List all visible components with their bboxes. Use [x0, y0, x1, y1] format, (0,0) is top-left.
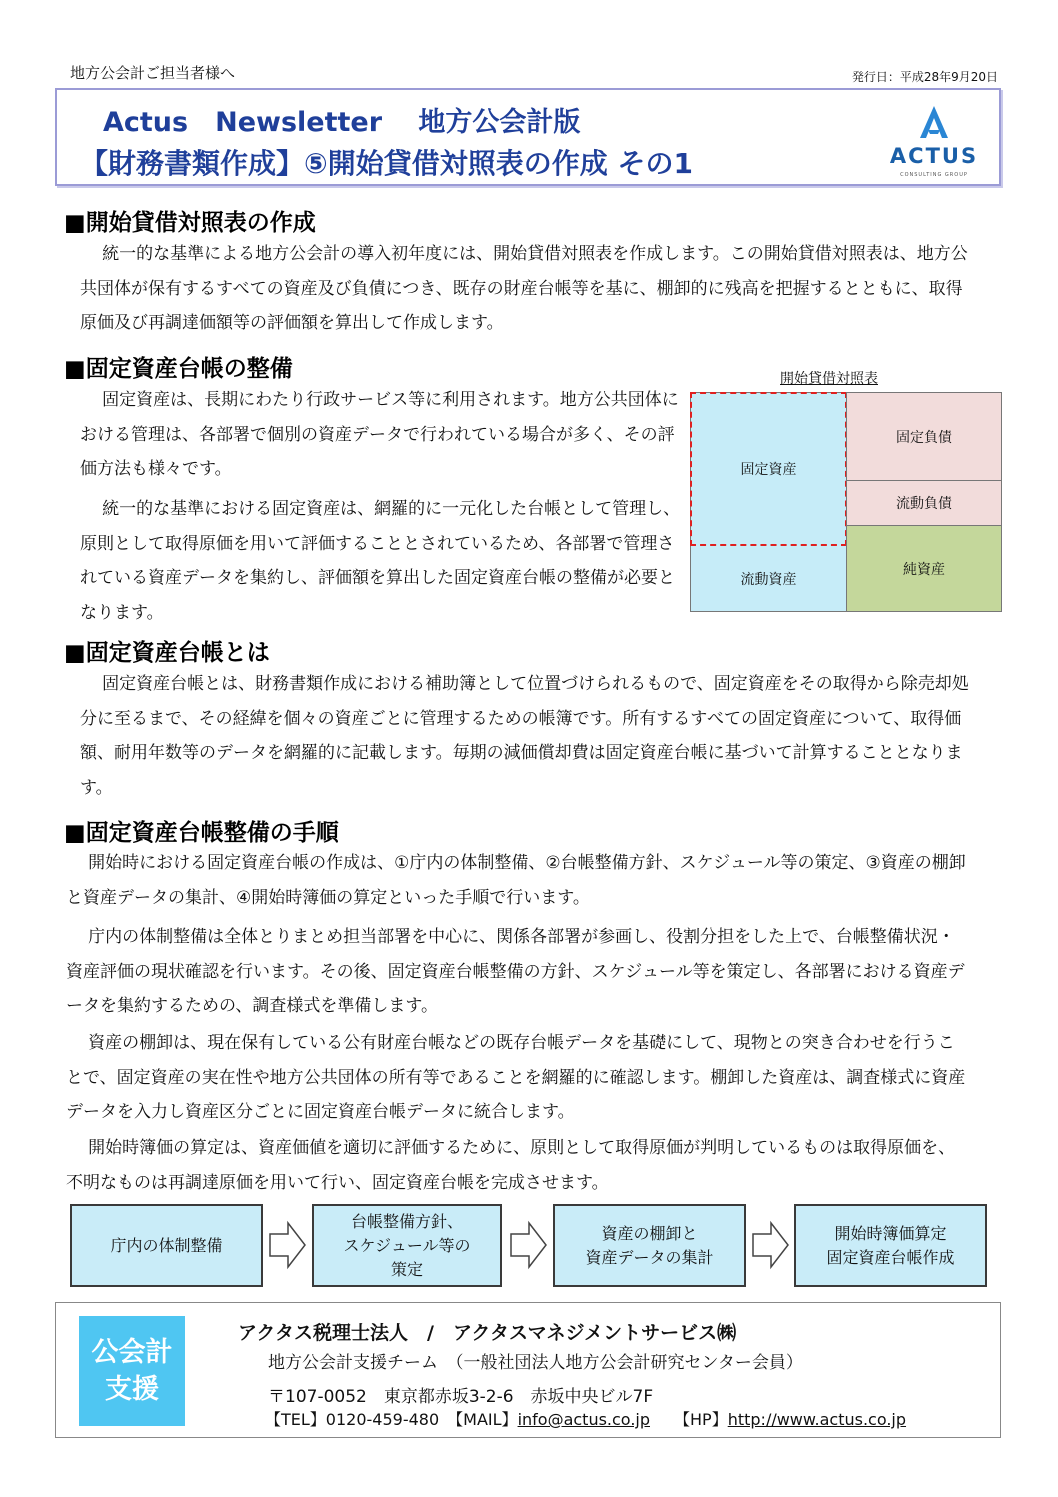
mail-label: 【MAIL】: [455, 1410, 518, 1429]
newsletter-title: Actus Newsletter 地方公会計版: [103, 107, 581, 138]
section-heading-opening-bs: ■開始貸借対照表の作成: [64, 210, 316, 236]
section-heading-procedure: ■固定資産台帳整備の手順: [64, 820, 339, 846]
section-paragraph: 資産の棚卸は、現在保有している公有財産台帳などの既存台帳データを基礎にして、現物との突き合わせを行うことで、固定資産の実在性や地方公共団体の所有等であることを網羅的に確認します。棚卸した資産は、調査様式に資産データを入力し資産区分ごとに固定資産台帳データに統合します。: [66, 1033, 966, 1122]
section-paragraph: 統一的な基準における固定資産は、網羅的に一元化した台帳として管理し、原則として取得原価を用いて評価することとされているため、各部署で管理されている資産データを集約し、評価額を算出した固定資産台帳の整備が必要となります。: [80, 499, 681, 623]
section-paragraph: 固定資産台帳とは、財務書類作成における補助簿として位置づけられるもので、固定資産をその取得から除売却処分に至るまで、その経緯を個々の資産ごとに管理するための帳簿です。所有するすべての固定資産について、取得価額、耐用年数等のデータを網羅的に記載します。毎期の減価償却費は固定資産台帳に基づいて計算することとなります。: [80, 674, 969, 798]
flow-step-2: 台帳整備方針、 スケジュール等の 策定: [312, 1204, 502, 1287]
actus-logo-mark-icon: [884, 100, 984, 144]
contact-line: [265, 1407, 906, 1430]
logo-subtitle: CONSULTING GROUP: [900, 172, 968, 178]
current-liabilities-label: 流動負債: [896, 496, 952, 512]
section-paragraph: 統一的な基準による地方公会計の導入初年度には、開始貸借対照表を作成します。この開始貸借対照表は、地方公共団体が保有するすべての資産及び負債につき、既存の財産台帳等を基に、棚卸的に残高を把握するとともに、取得原価及び再調達価額等の評価額を算出して作成します。: [80, 244, 968, 333]
balance-sheet-title: 開始貸借対照表: [780, 371, 878, 387]
fixed-assets-cell: [690, 392, 847, 546]
section-paragraph: 庁内の体制整備は全体とりまとめ担当部署を中心に、関係各部署が参画し、役割分担をした上で、台帳整備状況・資産評価の現状確認を行います。その後、固定資産台帳整備の方針、スケジュール等を策定し、各部署における資産データを集約するための、調査様式を準備します。: [66, 927, 965, 1016]
actus-logo: [884, 100, 984, 184]
corporation-names: アクタス税理士法人 / アクタスマネジメントサービス㈱: [238, 1322, 737, 1344]
current-assets-cell: [690, 546, 847, 612]
logo-wordmark: ACTUS: [889, 144, 979, 168]
net-assets-label: 純資産: [903, 561, 945, 578]
section-heading-what-is-ledger: ■固定資産台帳とは: [64, 640, 270, 666]
arrow-right-icon: [509, 1220, 549, 1270]
current-assets-label: 流動資産: [740, 572, 797, 588]
arrow-right-icon: [268, 1220, 308, 1270]
hp-link[interactable]: http://www.actus.co.jp: [727, 1410, 907, 1429]
flow-step-4: 開始時簿価算定 固定資産台帳作成: [794, 1204, 987, 1287]
fixed-liabilities-label: 固定負債: [896, 429, 952, 446]
tel-number: 【TEL】0120-459-480: [265, 1410, 440, 1429]
arrow-right-icon: [751, 1220, 791, 1270]
mail-link[interactable]: info@actus.co.jp: [517, 1410, 650, 1429]
fixed-assets-label: 固定資産: [740, 462, 797, 478]
section-paragraph: 開始時における固定資産台帳の作成は、①庁内の体制整備、②台帳整備方針、スケジュール等の策定、③資産の棚卸と資産データの集計、④開始時簿価の算定といった手順で行います。: [66, 853, 966, 908]
section-heading-fixed-asset-ledger-setup: ■固定資産台帳の整備: [64, 356, 293, 382]
addressee-line: 地方公会計ご担当者様へ: [70, 64, 236, 82]
issue-date: 発行日：平成28年9月20日: [851, 70, 998, 84]
fixed-liabilities-cell: [846, 392, 1002, 481]
flow-step-1: 庁内の体制整備: [70, 1204, 263, 1287]
support-team: 地方公会計支援チーム （一般社団法人地方公会計研究センター会員）: [268, 1353, 803, 1373]
article-title: 【財務書類作成】⑤開始貸借対照表の作成 その1: [80, 147, 693, 180]
section-paragraph: 開始時簿価の算定は、資産価値を適切に評価するために、原則として取得原価が判明しているものは取得原価を、不明なものは再調達原価を用いて行い、固定資産台帳を完成させます。: [66, 1138, 956, 1193]
current-liabilities-cell: [846, 480, 1002, 526]
office-address: 〒107-0052 東京都赤坂3-2-6 赤坂中央ビル7F: [268, 1387, 654, 1407]
public-accounting-support-badge: 公会計 支援: [79, 1316, 185, 1426]
hp-label: 【HP】: [682, 1410, 728, 1429]
flow-step-3: 資産の棚卸と 資産データの集計: [553, 1204, 746, 1287]
net-assets-cell: [846, 525, 1002, 612]
section-paragraph: 固定資産は、長期にわたり行政サービス等に利用されます。地方公共団体における管理は、各部署で個別の資産データで行われている場合が多く、その評価方法も様々です。: [80, 390, 679, 479]
